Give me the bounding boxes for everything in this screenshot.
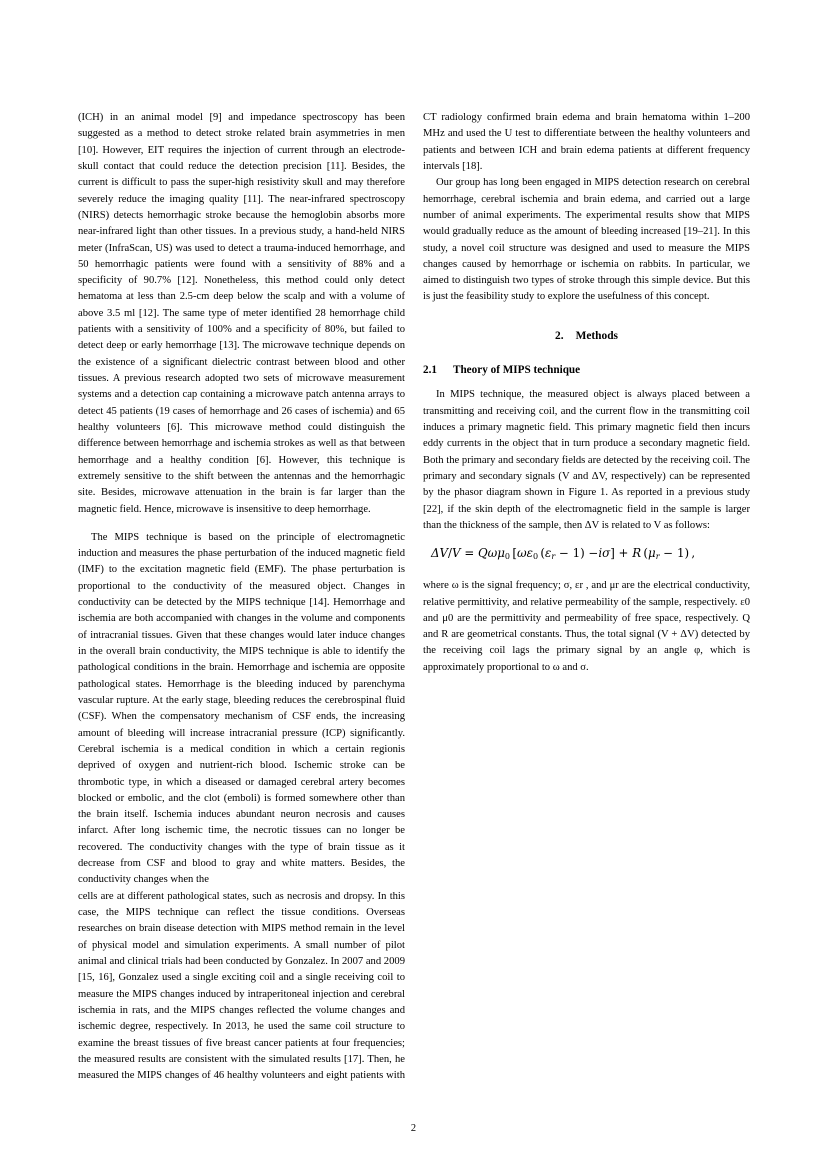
subsection-heading: [423, 354, 750, 387]
display-equation: [423, 534, 750, 578]
section-heading-number: 2.: [555, 329, 564, 342]
equation-rendered: ΔV/V = Qωμ$_0$ [$\omega\varepsilon_0$ $(\varepsilon_r - 1) -i\sigma] + R$ $(\mu_r - 1)$ ,: [431, 546, 696, 562]
subsection-heading-number: 2.1: [423, 364, 437, 377]
equation-explanation-paragraph: where ω is the signal frequency; σ, εr , and μr are the electrical conductivity, relative permittivity, and relative permeability of the sample, respectively. ε0 and μ0 are the permittivity and permeability of free space, respectively. Q and R are geometrical constants. Thus, the total signal (V + ΔV) detected by the receiving coil lags the primary signal by an angle φ, which is approximately proportional to ω and σ.: [423, 580, 750, 673]
subsection-heading-title: Theory of MIPS technique: [453, 364, 581, 377]
left-column-paragraph-1: (ICH) in an animal model [9] and impedance spectroscopy has been suggested as a method to detect stroke related brain asymmetries in men [10]. However, EIT requires the injection of current through an electrode-skull contact that could reduce the detection precision [11]. Besides, the current is difficult to pass the super-high resistivity skull and may therefore severely reduce the imaging quality [11]. The near-infrared spectroscopy (NIRS) detects hemorrhagic stroke because the hemoglobin absorbs more near-infrared light than other tissues. In a previous study, a hand-held NIRS meter (InfraScan, US) was used to detect a trauma-induced hemorrhage, and 50 hemorrhagic patients were found with a sensitivity of 88% and a specificity of 90.7% [12]. Nonetheless, this method could only detect hematoma at less than 2.5-cm deep below the scalp and with a volume of above 3.5 ml [12]. The same type of meter identified 28 hemorrhage child patients with a sensitivity of 100% and a specificity of 80%, but failed to detect deep or early hemorrhage [13]. The microwave technique depends on the existence of a significant dielectric contrast between blood and other tissues. A previous research adopted two sets of microwave measurement systems and a detection cap containing a microwave patch antenna arrays to detect 45 patients (19 cases of hemorrhage and 26 cases of ischemia) and 65 healthy volunteers [6]. This microwave method could distinguish the difference between hemorrhage and ischemia strokes as well as that between hemorrhage and a healthy condition [6]. However, this technique is extremely sensitive to the shift between the antennas and the hemorrhagic site. Besides, microwave attenuation in the brain is far larger than the magnetic field. Hence, microwave is insensitive to deep hemorrhage.: [78, 112, 405, 515]
two-column-body: [78, 110, 750, 1100]
page-number: 2: [410, 1123, 417, 1134]
section-heading-title: Methods: [575, 329, 618, 342]
right-column-paragraph-2: Our group has long been engaged in MIPS detection research on cerebral hemorrhage, cerebral ischemia and brain edema, and carried out a large number of animal experiments. The experimental results show that MIPS would gradually reduce as the amount of bleeding increased [19–21]. In this study, a novel coil structure was designed and used to measure the MIPS changes caused by hemorrhage or ischemia on rabbits. In particular, we aimed to distinguish two types of stroke through this simple device. But this is just the feasibility study to explore the usefulness of this concept.: [423, 177, 750, 303]
section-heading: [423, 306, 750, 354]
theory-intro-paragraph: In MIPS technique, the measured object is always placed between a transmitting and receiving coil, and the current flow in the transmitting coil induces a primary magnetic field. This primary magnetic field then incurs eddy currents in the object that in turn produce a secondary magnetic field. Both the primary and secondary fields are detected by the receiving coil. The primary and secondary signals (V and ΔV, respectively) can be represented by the phasor diagram shown in Figure 1. As reported in a previous study [22], if the skin depth of the electromagnetic field in the sample is larger than the thickness of the sample, then ΔV is related to V as follows:: [423, 389, 750, 531]
paragraph-spacer: [78, 518, 405, 530]
left-column-paragraph-2: The MIPS technique is based on the principle of electromagnetic induction and measures the phase perturbation of the induced magnetic field (IMF) to the excitation magnetic field (EMF). The phase perturbation is proportional to the conductivity of the measured object. Changes in conductivity can be detected by the MIPS technique [14]. Hemorrhage and ischemia are both accompanied with changes in the volume and components of intracranial tissues. Given that these changes would later induce changes in the overall brain conductivity, the MIPS technique is able to identify the pathological conditions in the brain. Hemorrhage and ischemia are opposite pathological states. Hemorrhage is the bleeding induced by parenchyma vascular rupture. At the early stage, bleeding reduces the cerebrospinal fluid (CSF). When the compensatory mechanism of CSF ends, the increasing amount of bleeding will increase intracranial pressure (ICP) significantly. Cerebral ischemia is a medical condition in which a certain regionis deprived of oxygen and nutrient-rich blood. Ischemic stroke can be thrombotic type, in which a diseased or damaged cerebral artery becomes blocked or embolic, and the clot (emboli) is formed somewhere other than the brain itself. Ischemia induces abundant neuron necrosis and causes infarct. After long ischemic time, the necrotic tissues can no longer be recovered. The conductivity changes with the type of brain tissue as it decrease from CSF and blood to gray and white matters. Besides, the conductivity changes when the: [78, 531, 405, 886]
right-column-paragraph-1: cells are at different pathological states, such as necrosis and dropsy. In this case, the MIPS technique can reflect the tissue conditions. Overseas researches on brain disease detection with MIPS method remain in the level of physical model and simulation experiments. A small number of pilot animal and clinical trials had been conducted by Gonzalez. In 2007 and 2009 [15, 16], Gonzalez used a single exciting coil and a single receiving coil to measure the MIPS changes induced by intraperitoneal injection and cerebral ischemia in rats, and the MIPS changes reflected the volume changes and ischemic degree, respectively. In 2013, he used the same coil structure to examine the breast tissues of five breast cancer patients at four frequencies; the measured results are consistent with the simulated results [17]. Then, he measured the MIPS changes of 46 healthy volunteers and eight patients with CT radiology confirmed brain edema and brain hematoma within 1–200 MHz and used the U test to differentiate between the healthy volunteers and patients and between ICH and brain edema patients at different frequency intervals [18].: [78, 112, 750, 1082]
